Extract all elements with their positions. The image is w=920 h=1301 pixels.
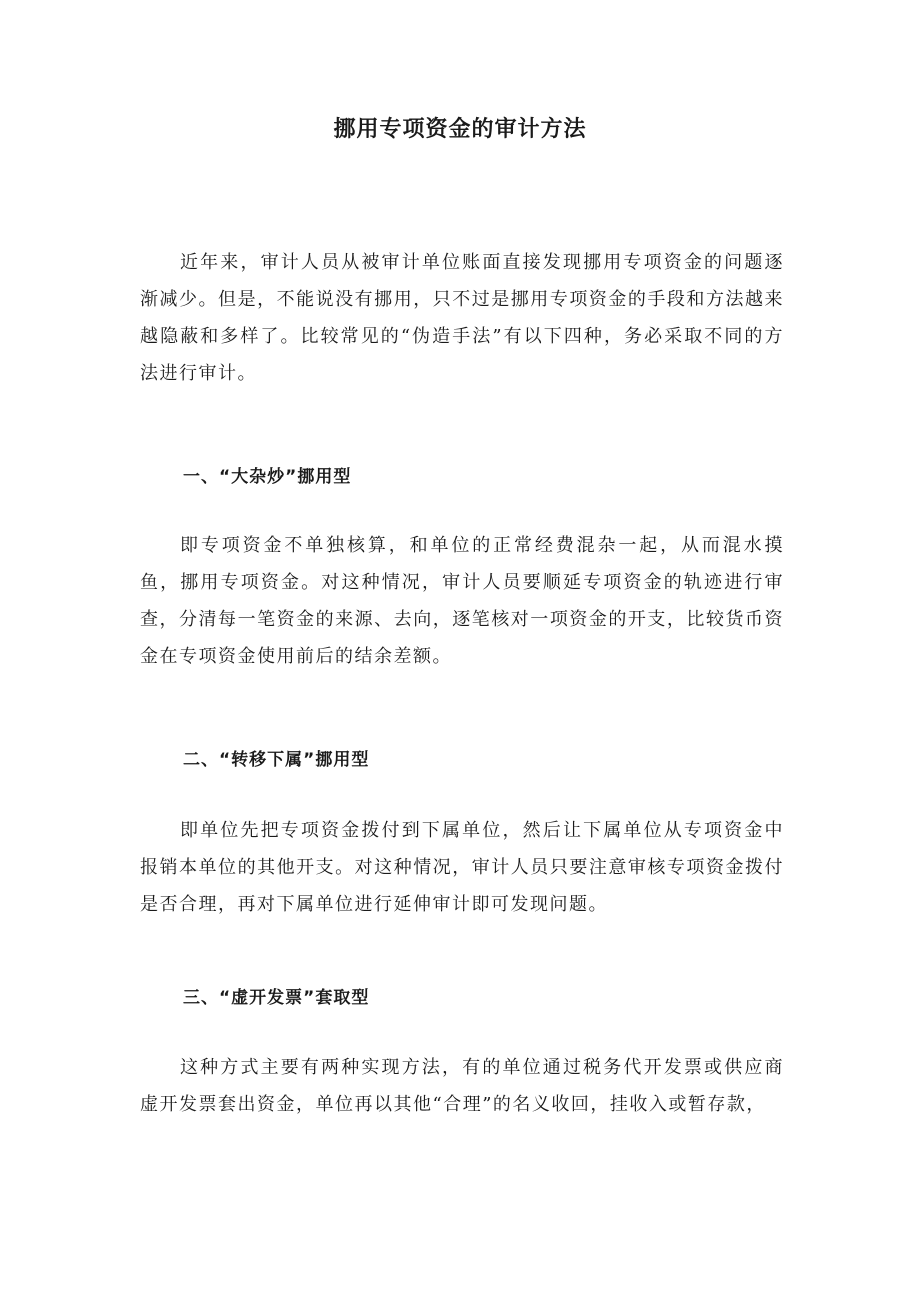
section-3-body-block xyxy=(140,1049,784,1123)
section-1-body: 即专项资金不单独核算，和单位的正常经费混杂一起，从而混水摸鱼，挪用专项资金。对这种情况，审计人员要顺延专项资金的轨迹进行审查，分清每一笔资金的来源、去向，逐笔核对一项资金的开支，比较货币资金在专项资金使用前后的结余差额。 xyxy=(140,535,784,667)
section-3-body: 这种方式主要有两种实现方法，有的单位通过税务代开发票或供应商虚开发票套出资金，单位再以其他“合理”的名义收回，挂收入或暂存款， xyxy=(140,1057,784,1115)
section-2-heading: 二、“转移下属”挪用型 xyxy=(183,750,370,770)
section-1-body-block xyxy=(140,527,784,675)
section-3-heading: 三、“虚开发票”套取型 xyxy=(183,988,370,1008)
intro-paragraph-block xyxy=(140,244,784,392)
section-1-heading: 一、“大杂炒”挪用型 xyxy=(183,467,352,487)
intro-paragraph: 近年来，审计人员从被审计单位账面直接发现挪用专项资金的问题逐渐减少。但是，不能说没有挪用，只不过是挪用专项资金的手段和方法越来越隐蔽和多样了。比较常见的“伪造手法”有以下四种，务必采取不同的方法进行审计。 xyxy=(140,252,784,384)
section-2-body-block xyxy=(140,812,784,923)
document-title: 挪用专项资金的审计方法 xyxy=(333,117,587,142)
section-2-body: 即单位先把专项资金拨付到下属单位，然后让下属单位从专项资金中报销本单位的其他开支。对这种情况，审计人员只要注意审核专项资金拨付是否合理，再对下属单位进行延伸审计即可发现问题。 xyxy=(140,820,784,915)
